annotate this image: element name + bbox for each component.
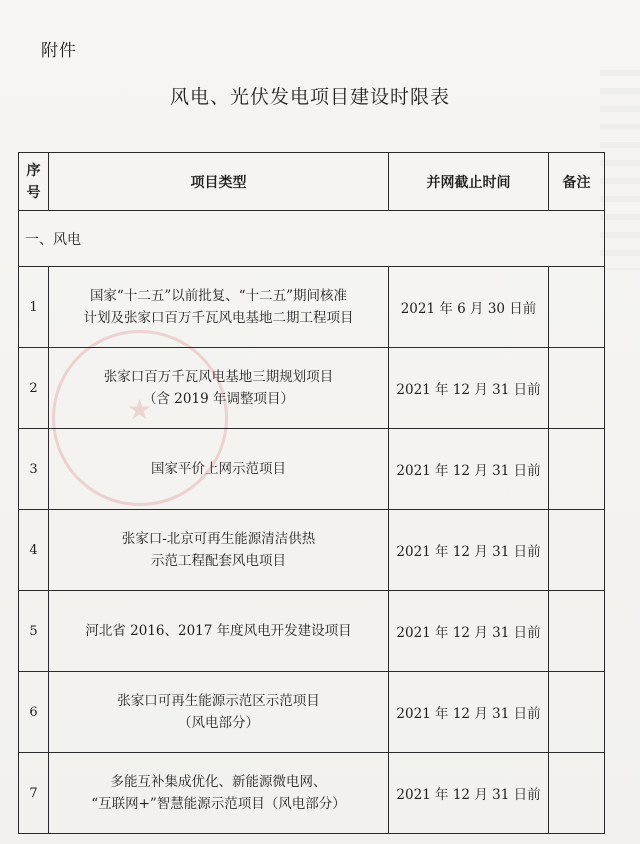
table-row (19, 429, 605, 510)
row-number: 2 (19, 348, 49, 429)
table-body (19, 267, 605, 834)
project-type-line2: “互联网+”智慧能源示范项目（风电部分） (91, 796, 346, 812)
grid-deadline-cell: 2021 年 12 月 31 日前 (389, 753, 549, 834)
project-type-line2: （含 2019 年调整项目） (143, 391, 294, 407)
grid-deadline-cell: 2021 年 12 月 31 日前 (389, 672, 549, 753)
column-header-no-line1: 序 (26, 162, 41, 179)
project-type-line2: （风电部分） (178, 715, 259, 731)
page-title: 风电、光伏发电项目建设时限表 (169, 86, 450, 108)
row-number: 5 (19, 591, 49, 672)
note-cell (549, 510, 605, 591)
project-type-line1: 河北省 2016、2017 年度风电开发建设项目 (85, 623, 352, 639)
project-type-cell (49, 429, 389, 510)
column-header-no (19, 153, 49, 211)
table-row (19, 267, 605, 348)
project-type-cell (49, 591, 389, 672)
column-header-deadline: 并网截止时间 (389, 153, 549, 211)
note-cell (549, 591, 605, 672)
column-header-type: 项目类型 (49, 153, 389, 211)
column-header-note: 备注 (549, 153, 605, 211)
attachment-label: 附件 (41, 41, 77, 61)
row-number: 6 (19, 672, 49, 753)
grid-deadline-cell: 2021 年 6 月 30 日前 (389, 267, 549, 348)
row-number: 7 (19, 753, 49, 834)
note-cell (549, 267, 605, 348)
grid-deadline-cell: 2021 年 12 月 31 日前 (389, 348, 549, 429)
column-header-no-line2: 号 (26, 184, 41, 201)
table-row (19, 753, 605, 834)
table-row (19, 672, 605, 753)
row-number: 3 (19, 429, 49, 510)
grid-deadline-cell: 2021 年 12 月 31 日前 (389, 591, 549, 672)
table-header-row (19, 153, 605, 211)
note-cell (549, 429, 605, 510)
note-cell (549, 348, 605, 429)
seal-star-icon: ★ (127, 393, 153, 426)
note-cell (549, 672, 605, 753)
project-type-cell (49, 267, 389, 348)
table-row (19, 348, 605, 429)
project-type-line1: 多能互补集成优化、新能源微电网、 (110, 774, 327, 790)
section-label: 一、风电 (19, 211, 605, 267)
project-type-cell (49, 753, 389, 834)
project-type-line1: 国家“十二五”以前批复、“十二五”期间核准 (89, 288, 348, 304)
project-type-line1: 国家平价上网示范项目 (151, 461, 286, 477)
row-number: 4 (19, 510, 49, 591)
row-number: 1 (19, 267, 49, 348)
project-type-cell (49, 672, 389, 753)
grid-deadline-cell: 2021 年 12 月 31 日前 (389, 510, 549, 591)
project-type-line1: 张家口百万千瓦风电基地三期规划项目 (103, 369, 334, 385)
project-type-line2: 计划及张家口百万千瓦风电基地二期工程项目 (83, 310, 354, 326)
project-type-line1: 张家口可再生能源示范区示范项目 (117, 693, 320, 709)
table-row (19, 591, 605, 672)
project-type-cell (49, 348, 389, 429)
schedule-table (18, 152, 605, 834)
project-type-line2: 示范工程配套风电项目 (151, 553, 286, 569)
table-row (19, 510, 605, 591)
grid-deadline-cell: 2021 年 12 月 31 日前 (389, 429, 549, 510)
project-type-line1: 张家口-北京可再生能源清洁供热 (121, 531, 316, 547)
note-cell (549, 753, 605, 834)
project-type-cell (49, 510, 389, 591)
section-row (19, 211, 605, 267)
